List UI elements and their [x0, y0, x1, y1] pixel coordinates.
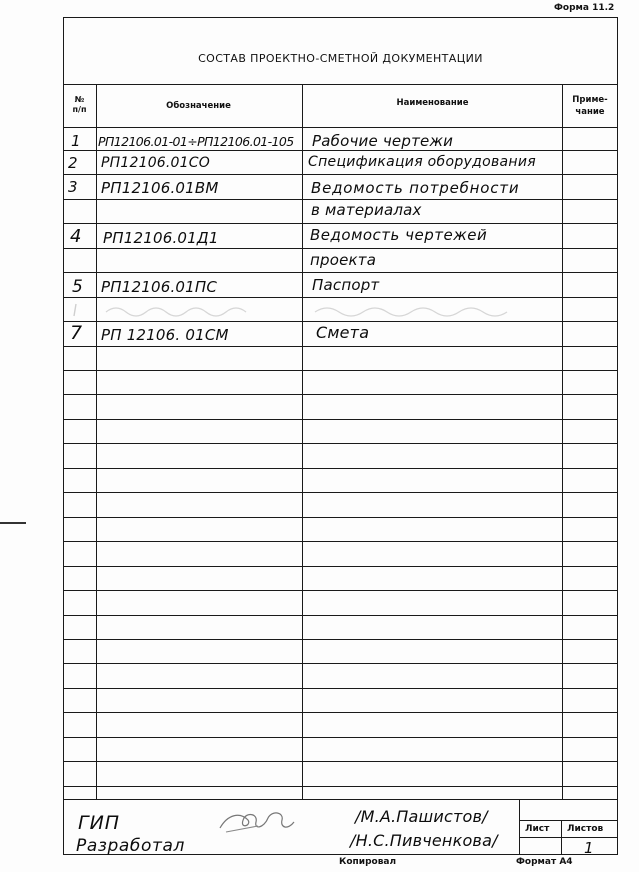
row-name: Спецификация оборудования	[308, 154, 536, 170]
row-name: Ведомость потребности	[311, 179, 520, 197]
row-designation: РП12106.01ВМ	[101, 179, 219, 197]
row-line	[63, 517, 618, 518]
row-line	[63, 394, 618, 395]
faded-scribble-icon	[70, 300, 550, 320]
row-line	[63, 737, 618, 738]
row-number: 3	[68, 178, 78, 196]
footer-vline-1	[519, 799, 520, 855]
row-line	[63, 150, 618, 151]
row-line	[63, 174, 618, 175]
row-designation: РП12106.01СО	[101, 155, 210, 171]
row-name: проекта	[310, 251, 377, 269]
developed-name: /Н.С.Пивченкова/	[350, 831, 498, 850]
row-line	[63, 688, 618, 689]
signature-icon	[218, 808, 298, 840]
col-header-name: Наименование	[396, 98, 469, 108]
row-line	[63, 712, 618, 713]
col-header-designation: Обозначение	[166, 101, 231, 111]
header-bottom-line	[63, 127, 618, 128]
row-line	[63, 419, 618, 420]
faded-row-marks	[70, 300, 550, 324]
row-line	[63, 272, 618, 273]
footer-vline-2	[561, 820, 562, 855]
row-designation: РП12106.01Д1	[103, 229, 219, 247]
header-top-line	[63, 84, 618, 85]
row-line	[63, 199, 618, 200]
row-designation: РП12106.01-01÷РП12106.01-105	[98, 134, 294, 149]
row-line	[63, 786, 618, 787]
sheets-label: Листов	[567, 824, 604, 834]
row-number: 2	[68, 154, 78, 172]
sheet-label: Лист	[525, 824, 550, 834]
row-line	[63, 297, 618, 298]
binding-margin-mark	[0, 522, 26, 524]
row-name: Ведомость чертежей	[310, 226, 488, 244]
row-line	[63, 443, 618, 444]
sheets-value: 1	[584, 839, 594, 857]
format-label: Формат А4	[516, 857, 573, 867]
developed-label: Разработал	[76, 836, 185, 856]
row-line	[63, 248, 618, 249]
footer-inner-line	[519, 820, 618, 821]
row-line	[63, 468, 618, 469]
row-name: Паспорт	[312, 276, 380, 294]
copied-label: Копировал	[339, 857, 397, 867]
form-label: Форма 11.2	[554, 3, 615, 13]
row-designation: РП 12106. 01СМ	[101, 326, 229, 344]
row-name: Рабочие чертежи	[312, 132, 454, 150]
footer-top-line	[63, 799, 618, 800]
document-title: СОСТАВ ПРОЕКТНО-СМЕТНОЙ ДОКУМЕНТАЦИИ	[198, 52, 483, 65]
row-line	[63, 346, 618, 347]
row-line	[63, 590, 618, 591]
row-number: 7	[70, 322, 83, 344]
row-line	[63, 566, 618, 567]
col-header-note: Приме- чание	[572, 95, 608, 117]
row-line	[63, 223, 618, 224]
column-line	[302, 84, 303, 799]
row-line	[63, 639, 618, 640]
row-line	[63, 761, 618, 762]
gip-label: ГИП	[78, 812, 121, 834]
row-number: 5	[72, 277, 84, 297]
gip-name: /М.А.Пашистов/	[355, 807, 488, 826]
row-line	[63, 541, 618, 542]
col-header-number: № п/п	[72, 95, 87, 114]
row-line	[63, 370, 618, 371]
column-line	[562, 84, 563, 799]
row-line	[63, 663, 618, 664]
row-number: 1	[71, 132, 81, 150]
row-number: 4	[70, 226, 82, 247]
column-line	[96, 84, 97, 799]
row-name: в материалах	[311, 201, 422, 219]
row-line	[63, 615, 618, 616]
row-line	[63, 492, 618, 493]
row-designation: РП12106.01ПС	[101, 278, 218, 296]
footer-inner-line-2	[519, 837, 618, 838]
row-name: Смета	[316, 323, 370, 342]
